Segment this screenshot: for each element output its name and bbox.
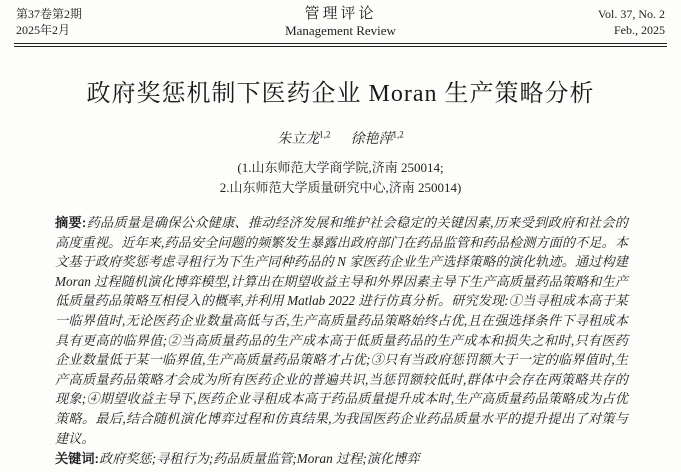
author-2-affiliation-superscript: 1,2 bbox=[392, 129, 404, 140]
keywords-text: 政府奖惩;寻租行为;药品质量监管;Moran 过程;演化博弈 bbox=[98, 451, 420, 467]
date-cn: 2025年2月 bbox=[16, 23, 71, 37]
header-divider bbox=[14, 43, 667, 47]
abstract-text: 药品质量是确保公众健康、推动经济发展和维护社会稳定的关键因素,历来受到政府和社会的高度重视。近年来,药品安全问题的频繁发生暴露出政府部门在药品监管和药品检测方面的不足。本文基于政府奖惩考虑寻租行为下生产同种药品的 N 家医药企业生产选择策略的演化轨迹。通过构建 Moran 过程随机演化博弈模型,计算出在期望收益主导和外界因素主导下生产高质量药品策略和生产低质量药品策略互相侵入的概率,并利用 Matlab 2022 进行仿真分析。研究发现:①当寻租成本高于某一临界值时,无论医药企业数量高低与否,生产高质量药品策略始终占优,且在强选择条件下寻租成本具有更高的临界值;②当高质量药品的生产成本高于低质量药品的生产成本和损失之和时,只有医药企业数量低于某一临界值,生产高质量药品策略才占优;③只有当政府惩罚额大于一定的临界值时,生产高质量药品策略才会成为所有医药企业的普遍共识,当惩罚额较低时,群体中会存在两策略共存的现象;④期望收益主导下,医药企业寻租成本高于药品质量提升成本时,生产高质量药品策略成为占优策略。最后,结合随机演化博弈过程和仿真结果,为我国医药企业药品质量水平的提升提出了对策与建议。 bbox=[55, 215, 628, 446]
author-2 bbox=[350, 129, 404, 147]
author-1 bbox=[277, 129, 331, 147]
abstract bbox=[55, 213, 628, 448]
running-head bbox=[0, 6, 681, 39]
journal-name-en: Management Review bbox=[285, 23, 396, 38]
affiliation-1: (1.山东师范大学商学院,济南 250014; bbox=[237, 160, 444, 175]
issue-cn: 第37卷第2期 bbox=[16, 7, 83, 21]
author-2-name: 徐艳萍 bbox=[350, 132, 393, 147]
article-title: 政府奖惩机制下医药企业 Moran 生产策略分析 bbox=[86, 81, 595, 107]
author-line bbox=[0, 128, 681, 148]
affiliations bbox=[0, 158, 681, 198]
abstract-label: 摘要: bbox=[55, 215, 87, 230]
issue-en: Vol. 37, No. 2 bbox=[597, 7, 665, 21]
keywords bbox=[55, 449, 628, 469]
author-1-name: 朱立龙 bbox=[277, 132, 320, 147]
journal-name-cn: 管理评论 bbox=[304, 6, 377, 22]
author-1-affiliation-superscript: 1,2 bbox=[319, 129, 331, 140]
issue-info-en bbox=[505, 6, 665, 38]
keywords-label: 关键词: bbox=[55, 451, 99, 467]
date-en: Feb., 2025 bbox=[614, 23, 665, 37]
affiliation-2: 2.山东师范大学质量研究中心,济南 250014) bbox=[219, 180, 462, 195]
journal-name bbox=[176, 6, 505, 39]
issue-info-cn bbox=[16, 6, 176, 38]
